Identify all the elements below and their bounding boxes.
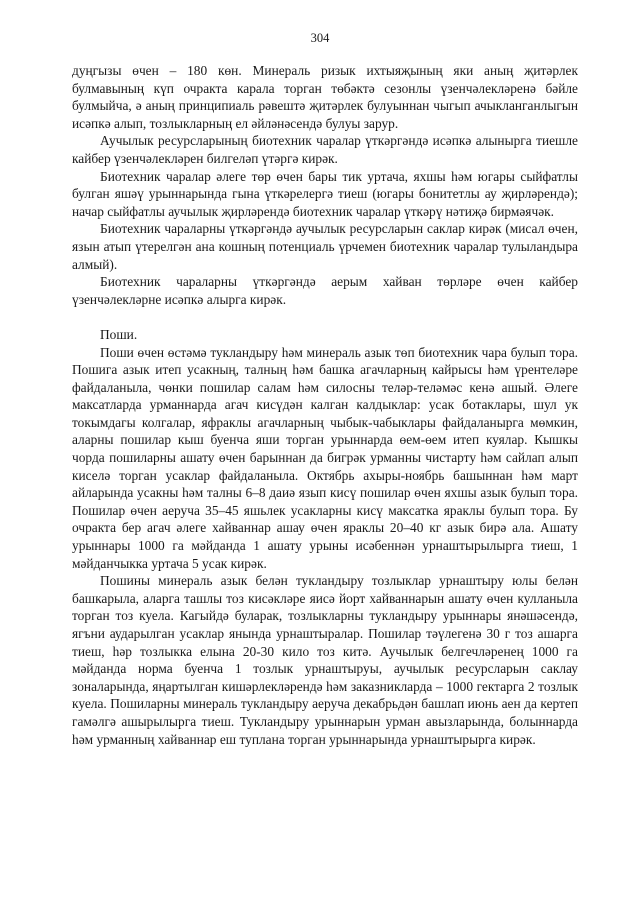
paragraph: Аучылык ресурсларының биотехник чаралар үткәргәндә исәпкә алынырга тиешле кайбер үзенчәлекләрен билгеләп үтәргә кирәк. [72,133,578,166]
paragraph-continuation: дуңгызы өчен – 180 көн. Минераль ризык ихтыяҗының яки аның җитәрлек булмавының күп очракта карала торган төбәктә сезонлы үзенчәлекләренә бәйле булмыйча, ә аның принципиаль рәвештә җитәрлек булуыннан чыгып ачыкланганлыгын исәпкә алып, тозлыкларның ел әйләнәсендә булуы зарур. [72,63,578,131]
paragraph: Биотехник чаралар әлеге төр өчен бары тик уртача, яхшы һәм югары сыйфатлы булган яшәү урыннарында гына үткәрелергә тиеш (югары бонитетлы ау җирләрендә); начар сыйфатлы аучылык җирләрендә биотехник чаралар үткәрү нәтиҗә бирмәячәк. [72,168,578,219]
paragraph: Поши өчен өстәмә тукландыру һәм минераль азык төп биотехник чара булып тора. Пошига азык итеп усакның, талның һәм башка агачларның кайрысы һәм үрентеләре файдаланыла, чөнки пошилар салам һәм силосны теләр-теләмәс кенә ашый. Әлеге максатларда урманнарда агач кисүдән калган калдыклар: усак ботаклары, шул ук токымдагы колгалар, яфраклы агачларның чыбык-чабыклары файдаланырга мөмкин, аларны пошилар кыш буенча яши торган урыннарда өем-өем итеп куялар. Кышкы чорда пошиларны ашату өчен барыннан да бигрәк урманны чистарту һәм сайлап алып киселә торган усаклар файдаланыла. Октябрь ахыры-ноябрь башыннан һәм март айларында усакны һәм талны 6–8 даиә язып кисү пошилар өчен яхшы азык булып тора. Пошилар өчен аеруча 35–45 яшьлек усакларны кисү максатка яраклы булып тора. Бу очракта бер агач әлеге хайваннар ашау өчен яраклы 20–40 кг азык бирә ала. Ашату урыннары 1000 га мәйданда 1 ашату урыны исәбеннән урнаштырылырга тиеш, 1 мәйданчыкка уртача 5 усак кирәк. [72,344,578,571]
paragraph: Пошины минераль азык белән тукландыру тозлыклар урнаштыру юлы белән башкарыла, аларга ташлы тоз кисәкләре яисә йорт хайваннарын ашату өчен кулланыла торган тоз куела. Кагыйдә буларак, тозлыкларны тукландыру урыннары янәшәсендә, ягъни аударылган усаклар янында урнаштыралар. Пошилар тәүлегенә 30 г тоз ашарга тиеш, һәр тозлыкка елына 20-30 кило тоз китә. Аучылык белгечләренең 1000 га мәйданда норма буенча 1 тозлык урнаштыруы, аучылык ресурсларын саклау зоналарында, яңартылган кишәрлекләрендә һәм заказникларда – 1000 гектарга 2 тозлык куела. Пошиларны минераль тукландыру аеруча декабрьдән башлап июнь аен да кертеп гамәлгә ашырылырга тиеш. Тукландыру урыннарын урман авызларында, болыннарда һәм урманның хайваннар еш туплана торган урыннарында урнаштырырга кирәк. [72,573,578,747]
page-body [72,62,578,748]
paragraph: Биотехник чараларны үткәргәндә аерым хайван төрләре өчен кайбер үзенчәлекләрне исәпкә алырга кирәк. [72,274,578,307]
page-number: 304 [310,31,330,45]
paragraph: Биотехник чараларны үткәргәндә аучылык ресурсларын саклар кирәк (мисал өчен, язын атып үтерелгән ана кошның потенциаль үрчемен биотехник чаралар тулыландыра алмый). [72,221,578,272]
blank-line [72,308,578,326]
section-heading: Поши. [100,326,138,342]
